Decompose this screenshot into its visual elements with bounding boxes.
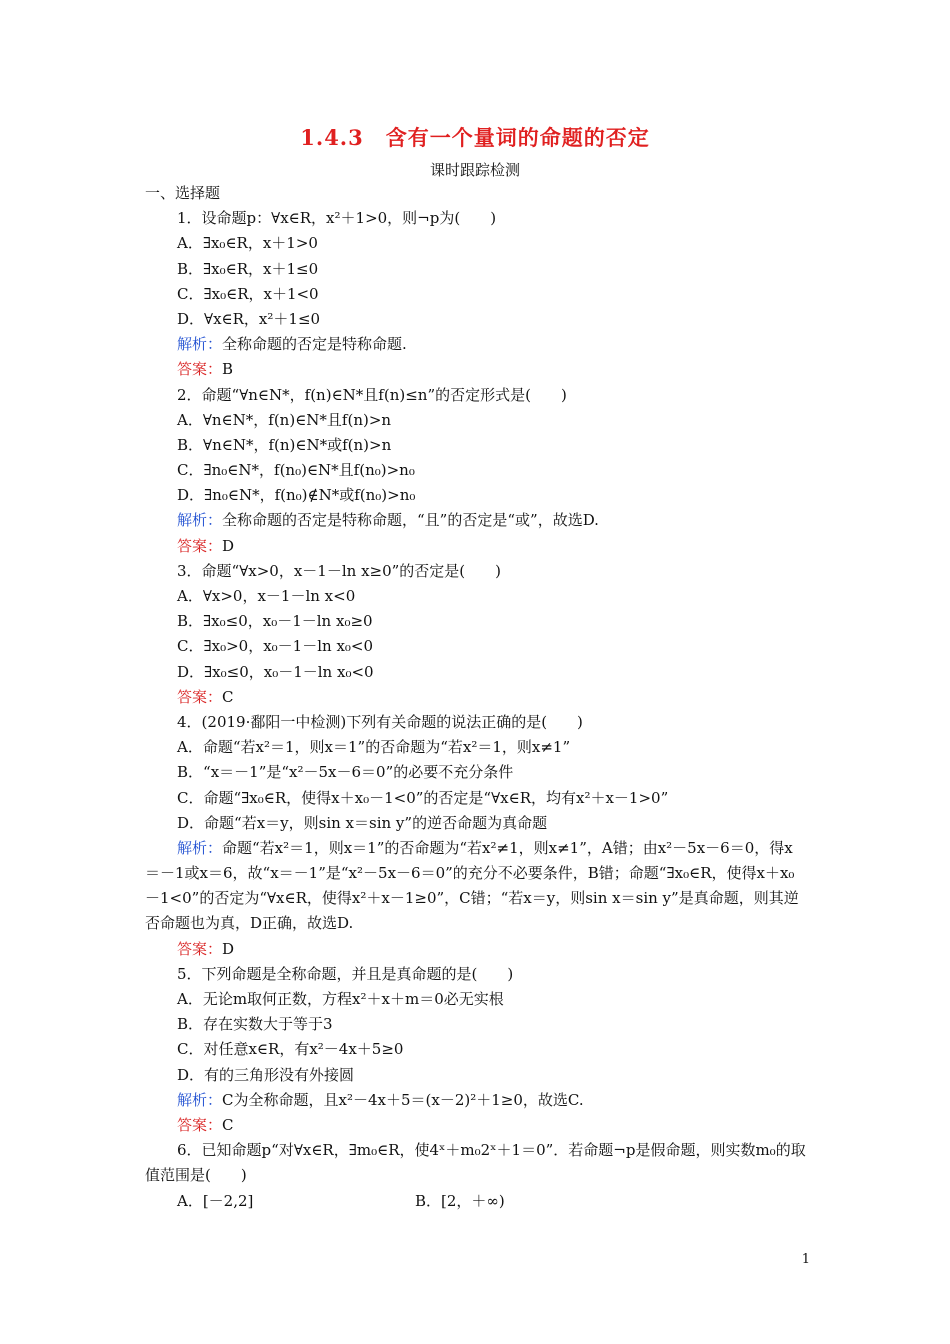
answer-value: D (222, 536, 235, 555)
answer-value: B (222, 360, 234, 379)
page-subtitle: 课时跟踪检测 (429, 161, 520, 179)
analysis-text: 命题“若x²＝1，则x＝1”的否命题为“若x²≠1，则x≠1”，A错；由x²－5x－6＝0，得x＝－1或x＝6，故“x＝－1”是“x²－5x－6＝0”的充分不必要条件，B错；命题“∃x₀∈R，使得x＋x₀－1<0”的否定为“∀x∈R，使得x²＋x－1≥0”，C错；“若x＝y，则sin x＝sin y”是真命题，则其逆否命题也为真，D正确，故选D. (145, 838, 799, 933)
page-number: 1 (801, 1252, 810, 1267)
question-4-option-b: B．“x＝－1”是“x²－5x－6＝0”的必要不充分条件 (177, 763, 514, 782)
analysis-text: 全称命题的否定是特称命题，“且”的否定是“或”，故选D. (222, 511, 599, 530)
analysis-text: C为全称命题，且x²－4x＋5＝(x－2)²＋1≥0，故选C. (222, 1090, 584, 1109)
section-heading: 一、选择题 (145, 184, 221, 202)
answer-label: 答案： (177, 1116, 223, 1134)
answer-value: C (222, 1116, 234, 1134)
question-5-option-a: A．无论m取何正数，方程x²＋x＋m＝0必无实根 (177, 990, 504, 1009)
analysis-text: 全称命题的否定是特称命题. (222, 335, 407, 354)
question-3-stem: 3．命题“∀x>0，x－1－ln x≥0”的否定是( ) (177, 561, 502, 580)
question-1-stem: 1．设命题p：∀x∈R，x²＋1>0，则¬p为( ) (177, 209, 497, 228)
question-1-option-a: A．∃x₀∈R，x＋1>0 (177, 234, 318, 253)
question-4-answer (145, 937, 807, 962)
question-5-option-d: D．有的三角形没有外接圆 (177, 1065, 355, 1084)
question-1-option-c: C．∃x₀∈R，x＋1<0 (177, 284, 319, 303)
question-5-stem: 5．下列命题是全称命题，并且是真命题的是( ) (177, 964, 514, 983)
question-6-stem: 6．已知命题p“对∀x∈R，∃m₀∈R，使4ˣ＋m₀2ˣ＋1＝0”．若命题¬p是假命题，则实数m₀的取值范围是( ) (145, 1141, 806, 1185)
answer-label: 答案： (177, 360, 223, 379)
answer-label: 答案： (177, 939, 223, 958)
answer-value: C (222, 687, 234, 706)
question-4-analysis (145, 836, 807, 937)
question-2-option-d: D．∃n₀∈N*，f(n₀)∉N*或f(n₀)>n₀ (177, 486, 416, 505)
question-3-option-c: C．∃x₀>0，x₀－1－ln x₀<0 (177, 637, 374, 656)
question-1-answer (145, 357, 807, 382)
question-6-option-b: B．[2，＋∞) (415, 1191, 505, 1210)
answer-label: 答案： (177, 536, 223, 555)
question-4-option-a: A．命题“若x²＝1，则x＝1”的否命题为“若x²＝1，则x≠1” (177, 738, 571, 757)
question-2-option-b: B．∀n∈N*，f(n)∈N*或f(n)>n (177, 435, 392, 454)
question-6-option-a: A．[－2,2] (177, 1191, 254, 1210)
analysis-label: 解析： (177, 838, 223, 857)
question-6-options (145, 1189, 807, 1214)
analysis-label: 解析： (177, 335, 223, 354)
question-4-stem: 4．(2019·鄱阳一中检测)下列有关命题的说法正确的是( ) (177, 712, 583, 731)
question-2-analysis (145, 508, 807, 533)
question-5-option-b: B．存在实数大于等于3 (177, 1015, 333, 1034)
page-title: 1.4.3 含有一个量词的命题的否定 (300, 125, 650, 150)
question-3-option-d: D．∃x₀≤0，x₀－1－ln x₀<0 (177, 662, 374, 681)
question-3-option-a: A．∀x>0，x－1－ln x<0 (177, 587, 356, 605)
question-5-option-c: C．对任意x∈R，有x²－4x＋5≥0 (177, 1040, 404, 1059)
question-4-option-c: C．命题“∃x₀∈R，使得x＋x₀－1<0”的否定是“∀x∈R，均有x²＋x－1>0” (177, 788, 669, 807)
question-5-answer (145, 1113, 807, 1138)
question-3-option-b: B．∃x₀≤0，x₀－1－ln x₀≥0 (177, 612, 373, 631)
question-5-analysis (145, 1088, 807, 1113)
question-3-answer (145, 685, 807, 710)
content (145, 181, 807, 1214)
question-1-option-d: D．∀x∈R，x²＋1≤0 (177, 309, 321, 328)
analysis-label: 解析： (177, 511, 223, 530)
question-2-option-c: C．∃n₀∈N*，f(n₀)∈N*且f(n₀)>n₀ (177, 461, 415, 480)
question-4-option-d: D．命题“若x＝y，则sin x＝sin y”的逆否命题为真命题 (177, 813, 548, 832)
answer-value: D (222, 939, 235, 958)
answer-label: 答案： (177, 687, 223, 706)
question-1-option-b: B．∃x₀∈R，x＋1≤0 (177, 259, 319, 278)
question-2-option-a: A．∀n∈N*，f(n)∈N*且f(n)>n (177, 410, 392, 429)
question-2-stem: 2．命题“∀n∈N*，f(n)∈N*且f(n)≤n”的否定形式是( ) (177, 385, 567, 404)
question-2-answer (145, 534, 807, 559)
question-1-analysis (145, 332, 807, 357)
analysis-label: 解析： (177, 1090, 223, 1109)
